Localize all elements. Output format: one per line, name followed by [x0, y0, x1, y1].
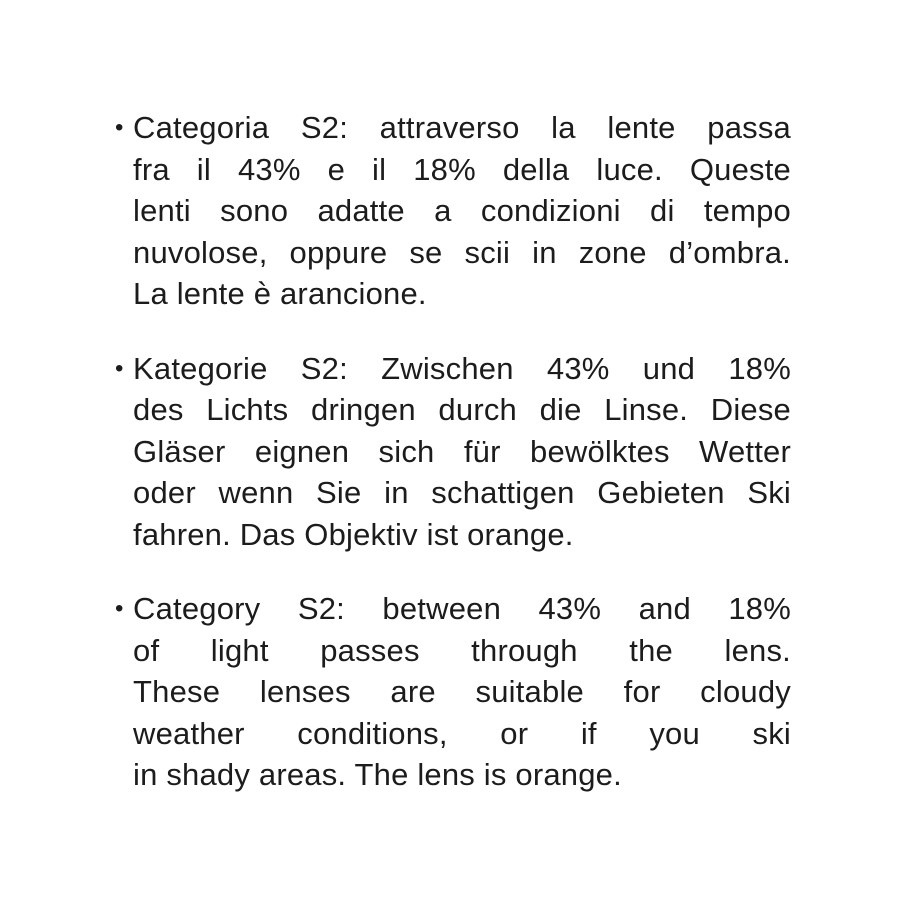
paragraph-line: lenti sono adatte a condizioni di tempo — [133, 193, 791, 228]
paragraph-line: weather conditions, or if you ski — [133, 715, 791, 751]
bullet-marker: • — [115, 114, 124, 141]
list-item-english — [115, 588, 791, 796]
paragraph-line: Category S2: between 43% and 18% — [133, 591, 791, 626]
paragraph-line: nuvolose, oppure se scii in zone d’ombra. — [133, 234, 791, 270]
list-item-italian — [115, 107, 791, 315]
list-item-german — [115, 348, 791, 556]
paragraph-english — [133, 588, 791, 796]
paragraph-line: fra il 43% e il 18% della luce. Queste — [133, 151, 791, 187]
paragraph-line: These lenses are suitable for cloudy — [133, 674, 791, 709]
paragraph-german — [133, 348, 791, 556]
paragraph-line: Categoria S2: attraverso la lente passa — [133, 110, 791, 145]
paragraph-line: Gläser eignen sich für bewölktes Wetter — [133, 433, 791, 469]
paragraph-line: in shady areas. The lens is orange. — [133, 757, 622, 792]
lens-category-descriptions — [115, 107, 791, 796]
paragraph-line: oder wenn Sie in schattigen Gebieten Ski — [133, 475, 791, 510]
paragraph-line: La lente è arancione. — [133, 276, 427, 311]
bullet-marker: • — [115, 354, 124, 382]
bullet-marker: • — [115, 595, 124, 622]
paragraph-line: of light passes through the lens. — [133, 632, 791, 668]
paragraph-line: fahren. Das Objektiv ist orange. — [133, 516, 574, 552]
paragraph-line: des Lichts dringen durch die Linse. Diese — [133, 392, 791, 427]
paragraph-line: Kategorie S2: Zwischen 43% und 18% — [133, 350, 791, 386]
paragraph-italian — [133, 107, 791, 315]
